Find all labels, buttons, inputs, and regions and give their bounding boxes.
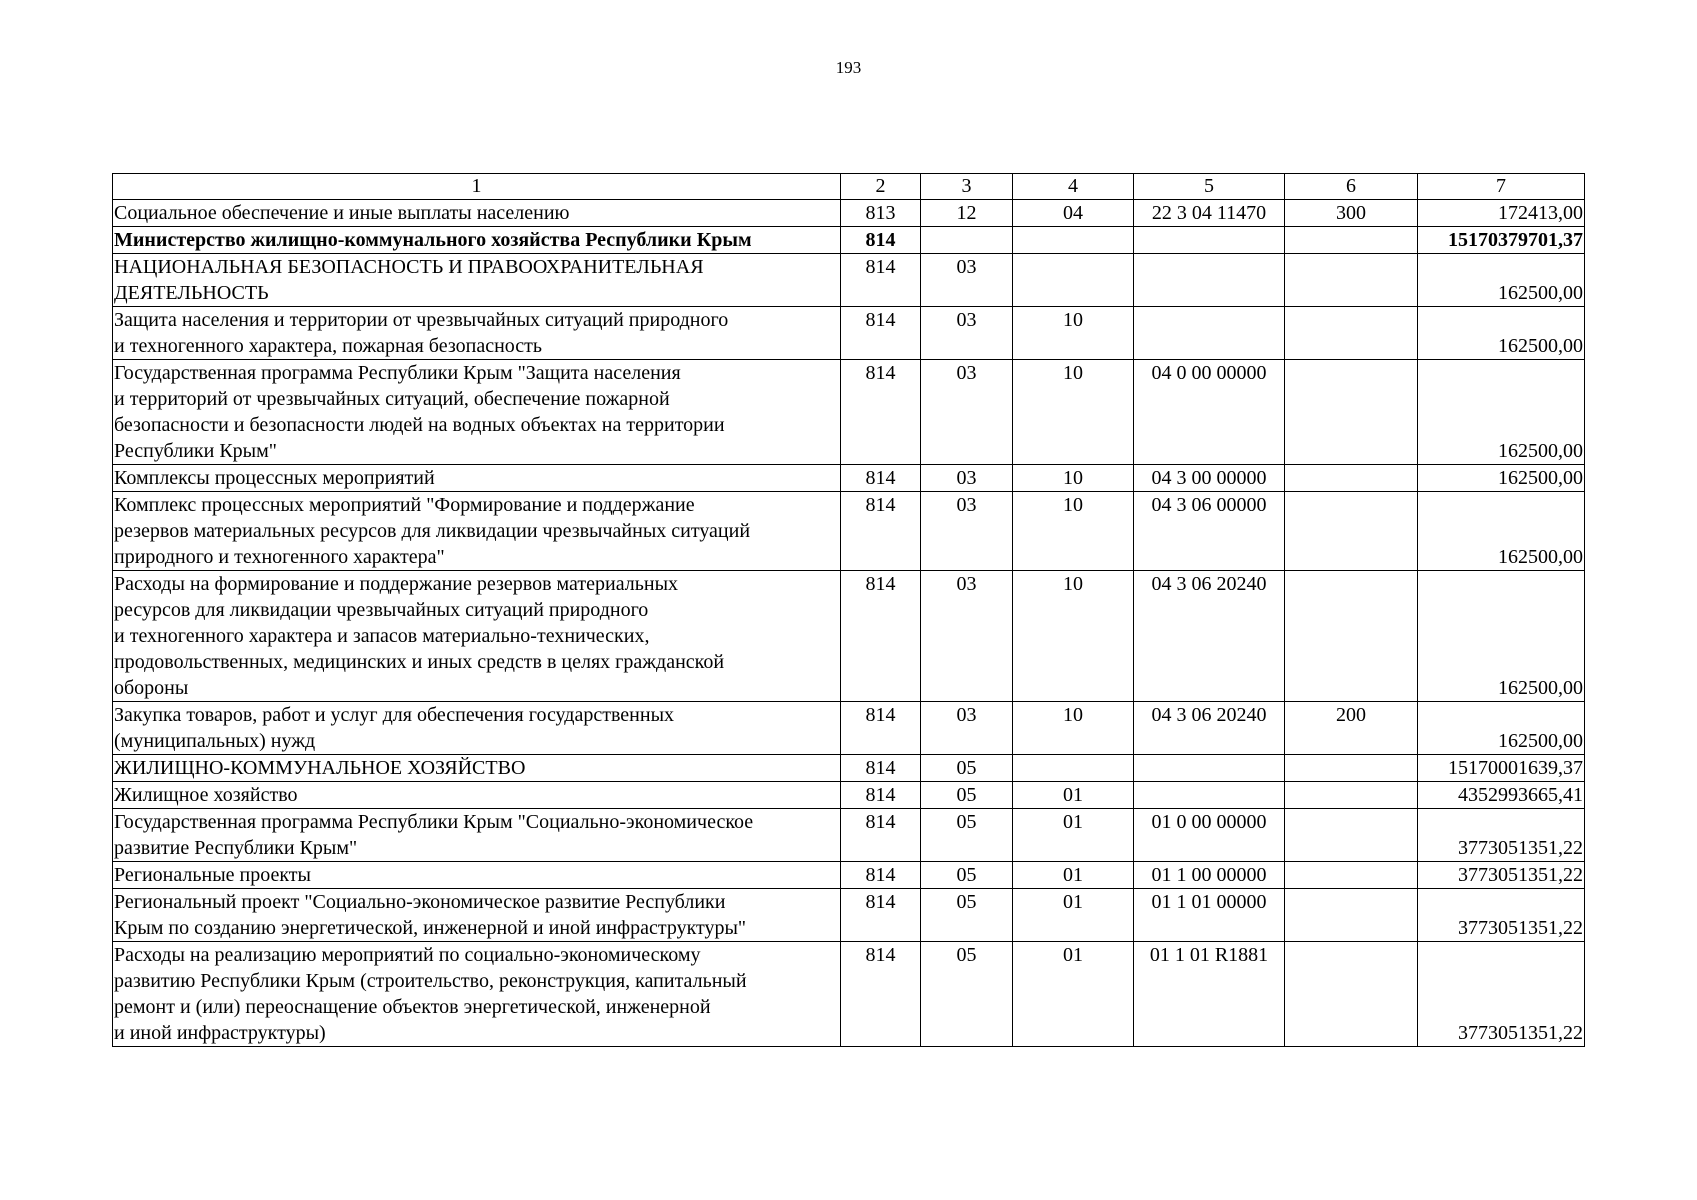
cell-amount: 162500,00 — [1418, 571, 1585, 702]
cell-subsection: 10 — [1013, 492, 1134, 571]
cell-expense-type — [1285, 782, 1418, 809]
cell-amount: 15170001639,37 — [1418, 755, 1585, 782]
header-col-2: 2 — [841, 174, 921, 200]
cell-name: Государственная программа Республики Крым "Защита населения и территорий от чрезвычайных ситуаций, обеспечение пожарной безопасности и безопасности людей на водных объектах на территории Республики Крым" — [113, 360, 841, 465]
cell-subsection — [1013, 227, 1134, 254]
cell-amount: 3773051351,22 — [1418, 862, 1585, 889]
cell-subsection: 04 — [1013, 200, 1134, 227]
cell-amount: 162500,00 — [1418, 307, 1585, 360]
cell-name: ЖИЛИЩНО-КОММУНАЛЬНОЕ ХОЗЯЙСТВО — [113, 755, 841, 782]
cell-amount: 162500,00 — [1418, 702, 1585, 755]
cell-target-article: 04 3 06 00000 — [1134, 492, 1285, 571]
cell-admin-code: 814 — [841, 809, 921, 862]
cell-name: Региональные проекты — [113, 862, 841, 889]
cell-section: 03 — [921, 254, 1013, 307]
cell-amount: 4352993665,41 — [1418, 782, 1585, 809]
cell-target-article: 01 1 01 R1881 — [1134, 942, 1285, 1047]
cell-section: 03 — [921, 571, 1013, 702]
cell-target-article: 04 3 06 20240 — [1134, 702, 1285, 755]
cell-name: Жилищное хозяйство — [113, 782, 841, 809]
table-row — [113, 200, 1585, 227]
cell-expense-type — [1285, 571, 1418, 702]
cell-admin-code: 814 — [841, 889, 921, 942]
cell-expense-type — [1285, 862, 1418, 889]
cell-admin-code: 814 — [841, 782, 921, 809]
cell-admin-code: 814 — [841, 702, 921, 755]
cell-section: 12 — [921, 200, 1013, 227]
cell-expense-type — [1285, 307, 1418, 360]
cell-section: 05 — [921, 942, 1013, 1047]
cell-subsection — [1013, 254, 1134, 307]
budget-table — [112, 173, 1585, 1047]
cell-subsection: 10 — [1013, 571, 1134, 702]
cell-expense-type — [1285, 889, 1418, 942]
cell-subsection: 01 — [1013, 809, 1134, 862]
cell-subsection — [1013, 755, 1134, 782]
header-col-7: 7 — [1418, 174, 1585, 200]
cell-subsection: 10 — [1013, 360, 1134, 465]
cell-section: 05 — [921, 809, 1013, 862]
cell-name: Министерство жилищно-коммунального хозяйства Республики Крым — [113, 227, 841, 254]
table-row — [113, 942, 1585, 1047]
table-row — [113, 254, 1585, 307]
cell-subsection: 01 — [1013, 889, 1134, 942]
cell-section — [921, 227, 1013, 254]
cell-admin-code: 814 — [841, 254, 921, 307]
table-row — [113, 360, 1585, 465]
table-body — [113, 200, 1585, 1047]
table-row — [113, 227, 1585, 254]
cell-name: Расходы на формирование и поддержание резервов материальных ресурсов для ликвидации чрезвычайных ситуаций природного и техногенного характера и запасов материально-технических, продовольственных, медицинских и иных средств в целях гражданской обороны — [113, 571, 841, 702]
table-row — [113, 571, 1585, 702]
cell-expense-type — [1285, 809, 1418, 862]
cell-expense-type — [1285, 360, 1418, 465]
cell-target-article — [1134, 254, 1285, 307]
cell-target-article: 01 1 00 00000 — [1134, 862, 1285, 889]
cell-expense-type: 300 — [1285, 200, 1418, 227]
cell-section: 05 — [921, 755, 1013, 782]
cell-subsection: 10 — [1013, 307, 1134, 360]
cell-name: Государственная программа Республики Крым "Социально-экономическое развитие Республики Крым" — [113, 809, 841, 862]
cell-name: Расходы на реализацию мероприятий по социально-экономическому развитию Республики Крым (строительство, реконструкция, капитальный ремонт и (или) переоснащение объектов энергетической, инженерной и иной инфраструктуры) — [113, 942, 841, 1047]
cell-amount: 162500,00 — [1418, 492, 1585, 571]
cell-expense-type: 200 — [1285, 702, 1418, 755]
cell-amount: 172413,00 — [1418, 200, 1585, 227]
cell-target-article: 01 0 00 00000 — [1134, 809, 1285, 862]
cell-amount: 162500,00 — [1418, 465, 1585, 492]
cell-name: Комплексы процессных мероприятий — [113, 465, 841, 492]
cell-expense-type — [1285, 755, 1418, 782]
cell-subsection: 01 — [1013, 942, 1134, 1047]
cell-subsection: 01 — [1013, 782, 1134, 809]
cell-admin-code: 814 — [841, 755, 921, 782]
cell-name: Социальное обеспечение и иные выплаты населению — [113, 200, 841, 227]
cell-target-article — [1134, 782, 1285, 809]
cell-section: 03 — [921, 307, 1013, 360]
cell-name: Закупка товаров, работ и услуг для обеспечения государственных (муниципальных) нужд — [113, 702, 841, 755]
table-row — [113, 702, 1585, 755]
cell-target-article: 01 1 01 00000 — [1134, 889, 1285, 942]
cell-target-article: 04 0 00 00000 — [1134, 360, 1285, 465]
cell-expense-type — [1285, 942, 1418, 1047]
cell-section: 03 — [921, 702, 1013, 755]
cell-section: 03 — [921, 360, 1013, 465]
table-row — [113, 889, 1585, 942]
cell-admin-code: 813 — [841, 200, 921, 227]
cell-target-article: 04 3 00 00000 — [1134, 465, 1285, 492]
cell-amount: 3773051351,22 — [1418, 942, 1585, 1047]
cell-admin-code: 814 — [841, 571, 921, 702]
table-row — [113, 809, 1585, 862]
cell-name: Региональный проект "Социально-экономическое развитие Республики Крым по созданию энергетической, инженерной и иной инфраструктуры" — [113, 889, 841, 942]
cell-section: 05 — [921, 889, 1013, 942]
table-row — [113, 862, 1585, 889]
cell-amount: 3773051351,22 — [1418, 809, 1585, 862]
cell-admin-code: 814 — [841, 227, 921, 254]
table-row — [113, 755, 1585, 782]
header-col-5: 5 — [1134, 174, 1285, 200]
cell-expense-type — [1285, 254, 1418, 307]
cell-section: 03 — [921, 465, 1013, 492]
cell-admin-code: 814 — [841, 942, 921, 1047]
table-row — [113, 307, 1585, 360]
header-row — [113, 174, 1585, 200]
cell-expense-type — [1285, 492, 1418, 571]
cell-admin-code: 814 — [841, 465, 921, 492]
cell-amount: 3773051351,22 — [1418, 889, 1585, 942]
cell-admin-code: 814 — [841, 307, 921, 360]
cell-subsection: 10 — [1013, 702, 1134, 755]
cell-section: 05 — [921, 782, 1013, 809]
cell-subsection: 01 — [1013, 862, 1134, 889]
cell-name: Комплекс процессных мероприятий "Формирование и поддержание резервов материальных ресурсов для ликвидации чрезвычайных ситуаций природного и техногенного характера" — [113, 492, 841, 571]
cell-section: 05 — [921, 862, 1013, 889]
page-number: 193 — [835, 58, 862, 77]
table-header — [113, 174, 1585, 200]
cell-subsection: 10 — [1013, 465, 1134, 492]
cell-admin-code: 814 — [841, 862, 921, 889]
header-col-6: 6 — [1285, 174, 1418, 200]
cell-target-article: 22 3 04 11470 — [1134, 200, 1285, 227]
cell-expense-type — [1285, 465, 1418, 492]
header-col-3: 3 — [921, 174, 1013, 200]
header-col-4: 4 — [1013, 174, 1134, 200]
table-row — [113, 782, 1585, 809]
cell-target-article — [1134, 307, 1285, 360]
header-col-1: 1 — [113, 174, 841, 200]
cell-expense-type — [1285, 227, 1418, 254]
cell-amount: 15170379701,37 — [1418, 227, 1585, 254]
cell-admin-code: 814 — [841, 360, 921, 465]
cell-name: Защита населения и территории от чрезвычайных ситуаций природного и техногенного характера, пожарная безопасность — [113, 307, 841, 360]
table-row — [113, 492, 1585, 571]
cell-target-article — [1134, 755, 1285, 782]
cell-name: НАЦИОНАЛЬНАЯ БЕЗОПАСНОСТЬ И ПРАВООХРАНИТЕЛЬНАЯ ДЕЯТЕЛЬНОСТЬ — [113, 254, 841, 307]
cell-target-article — [1134, 227, 1285, 254]
cell-target-article: 04 3 06 20240 — [1134, 571, 1285, 702]
cell-admin-code: 814 — [841, 492, 921, 571]
cell-amount: 162500,00 — [1418, 254, 1585, 307]
cell-section: 03 — [921, 492, 1013, 571]
table-row — [113, 465, 1585, 492]
cell-amount: 162500,00 — [1418, 360, 1585, 465]
